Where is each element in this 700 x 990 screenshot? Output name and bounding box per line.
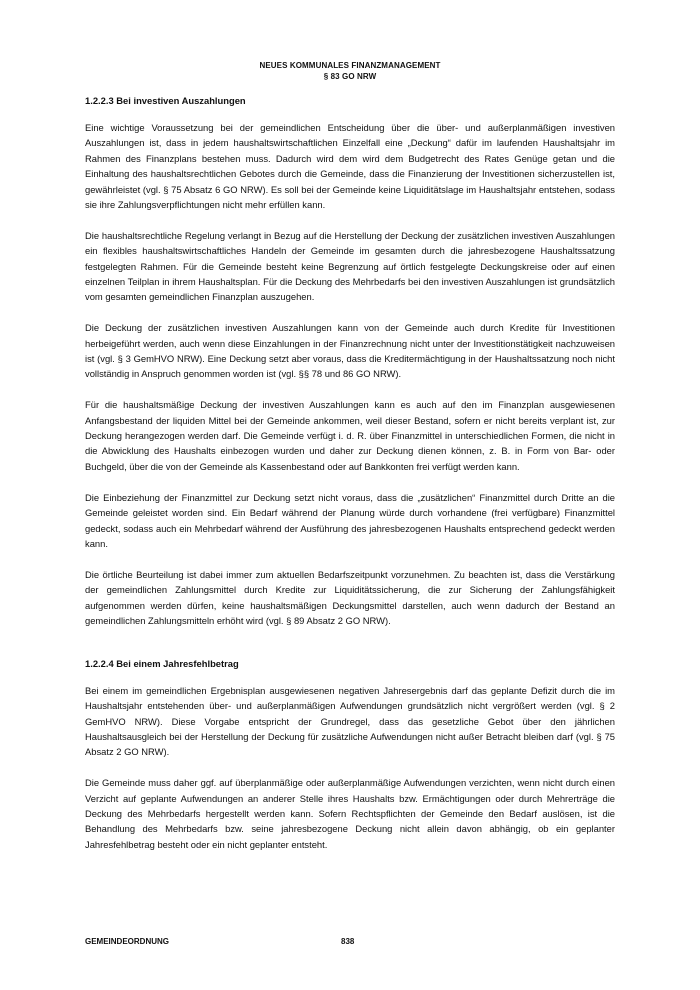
paragraph: Die Einbeziehung der Finanzmittel zur Deckung setzt nicht voraus, dass die „zusätzlichen“ Finanzmittel durch Dritte an die Gemeinde geleistet worden sind. Ein Bedarf während der Planung würde durch vorhandene (frei verfügbare) Finanzmittel gedeckt, sodass auch ein Mehrbedarf während der Ausführung des jahresbezogenen Haushalts entsprechend gedeckt werden kann. [85, 491, 615, 549]
paragraph: Die haushaltsrechtliche Regelung verlangt in Bezug auf die Herstellung der Deckung der zusätzlichen investiven Auszahlungen ein flexibles haushaltswirtschaftliches Handeln der Gemeinde im gesamten durch die jahresbezogene Haushaltssatzung festgelegten Rahmen. Für die Gemeinde besteht keine Begrenzung auf örtlich festgelegte Deckungskreise oder auf einen einzelnen Teilplan in ihrem Haushaltsplan. Für die Deckung des Mehrbedarfs bei den investiven Auszahlungen ist grundsätzlich vom gesamten gemeindlichen Finanzplan auszugehen. [85, 229, 615, 303]
page-number: 838 [341, 937, 355, 946]
section-heading: 1.2.2.4 Bei einem Jahresfehlbetrag [85, 657, 239, 669]
section-heading: 1.2.2.3 Bei investiven Auszahlungen [85, 95, 246, 106]
paragraph: Für die haushaltsmäßige Deckung der investiven Auszahlungen kann es auch auf den im Finanzplan ausgewiesenen Anfangsbestand der liquiden Mittel bei der Gemeinde ankommen, weil dieser Bestand, sofern er nicht bereits verplant ist, zur Deckung herangezogen werden darf. Die Gemeinde verfügt i. d. R. über Finanzmittel in unterschiedlichen Formen, die nicht in die Abwicklung des Haushalts einbezogen wurden und daher zur Deckung dienen können, z. B. in Form von Bar- oder Buchgeld, über die von der Gemeinde als Kassenbestand oder auf Bankkonten frei verfügt werden kann. [85, 399, 615, 472]
paragraph: Die örtliche Beurteilung ist dabei immer zum aktuellen Bedarfszeitpunkt vorzunehmen. Zu beachten ist, dass die Verstärkung der gemeindlichen Zahlungsmittel durch Kredite zur Liquiditätssicherung, die zur Sicherung der Zahlungsfähigkeit aufgenommen werden dürfen, keine haushaltsmäßigen Deckungsmittel darstellen, auch wenn dadurch der Bestand an gemeindlichen Zahlungsmitteln erhöht wird (vgl. § 89 Absatz 2 GO NRW). [85, 568, 615, 626]
paragraph: Bei einem im gemeindlichen Ergebnisplan ausgewiesenen negativen Jahresergebnis darf das geplante Defizit durch die im Haushaltsjahr entstehenden über- und außerplanmäßigen Aufwendungen grundsätzlich nicht vergrößert werden (vgl. § 2 GemHVO NRW). Diese Vorgabe entspricht der Grundregel, dass das gesetzliche Gebot über den jährlichen Haushaltsausgleich bei der Herstellung der Deckung für zusätzliche Aufwendungen nicht außer Betracht bleiben darf (vgl. § 75 Absatz 2 GO NRW). [85, 684, 615, 758]
section-investive-auszahlungen [85, 95, 615, 628]
footer-title: GEMEINDEORDNUNG [85, 937, 170, 946]
paragraph: Die Gemeinde muss daher ggf. auf überplanmäßige oder außerplanmäßige Aufwendungen verzichten, wenn nicht durch einen Verzicht auf geplante Aufwendungen an anderer Stelle ihres Haushalts bzw. Ermächtigungen oder durch Mehrerträge die Deckung des Mehrbedarfs hergestellt werden kann. Sofern Rechtspflichten der Gemeinde den Bedarf auslösen, ist die Behandlung des Mehrbedarfs bzw. seine jahresbezogene Deckung nicht allein davon abhängig, ob ein geplanter Jahresfehlbetrag besteht oder ein nicht geplanter entsteht. [85, 777, 615, 850]
section-jahresfehlbetrag [85, 658, 615, 852]
page-header [0, 60, 700, 82]
section-spacer [85, 644, 615, 658]
header-subtitle: § 83 GO NRW [323, 72, 377, 81]
paragraph: Eine wichtige Voraussetzung bei der gemeindlichen Entscheidung über die über- und außerplanmäßigen investiven Auszahlungen ist, dass in jedem haushaltswirtschaftlichen Einzelfall eine „Deckung“ dafür im laufenden Haushaltsjahr im Rahmen des Finanzplans bestehen muss. Dadurch wird dem wird dem Budgetrecht des Rates Genüge getan und die Einhaltung des haushaltsrechtlichen Gebotes durch die Gemeinde, dass die Finanzierung der Investitionen sicherzustellen ist, gewährleistet (vgl. § 75 Absatz 6 GO NRW). Es soll bei der Gemeinde keine Liquiditätslage im Haushaltsjahr entstehen, sodass sie ihre Zahlungsverpflichtungen nicht mehr erfüllen kann. [85, 122, 615, 211]
paragraph: Die Deckung der zusätzlichen investiven Auszahlungen kann von der Gemeinde auch durch Kredite für Investitionen herbeigeführt werden, auch wenn diese Einzahlungen in der Finanzrechnung nicht unter der Investitionstätigkeit nachzuweisen ist (vgl. § 3 GemHVO NRW). Eine Deckung setzt aber voraus, dass die Kreditermächtigung in der Haushaltssatzung noch nicht vollständig in Anspruch genommen worden ist (vgl. §§ 78 und 86 GO NRW). [85, 322, 615, 380]
page-content [85, 95, 615, 868]
header-title: NEUES KOMMUNALES FINANZMANAGEMENT [259, 61, 441, 70]
